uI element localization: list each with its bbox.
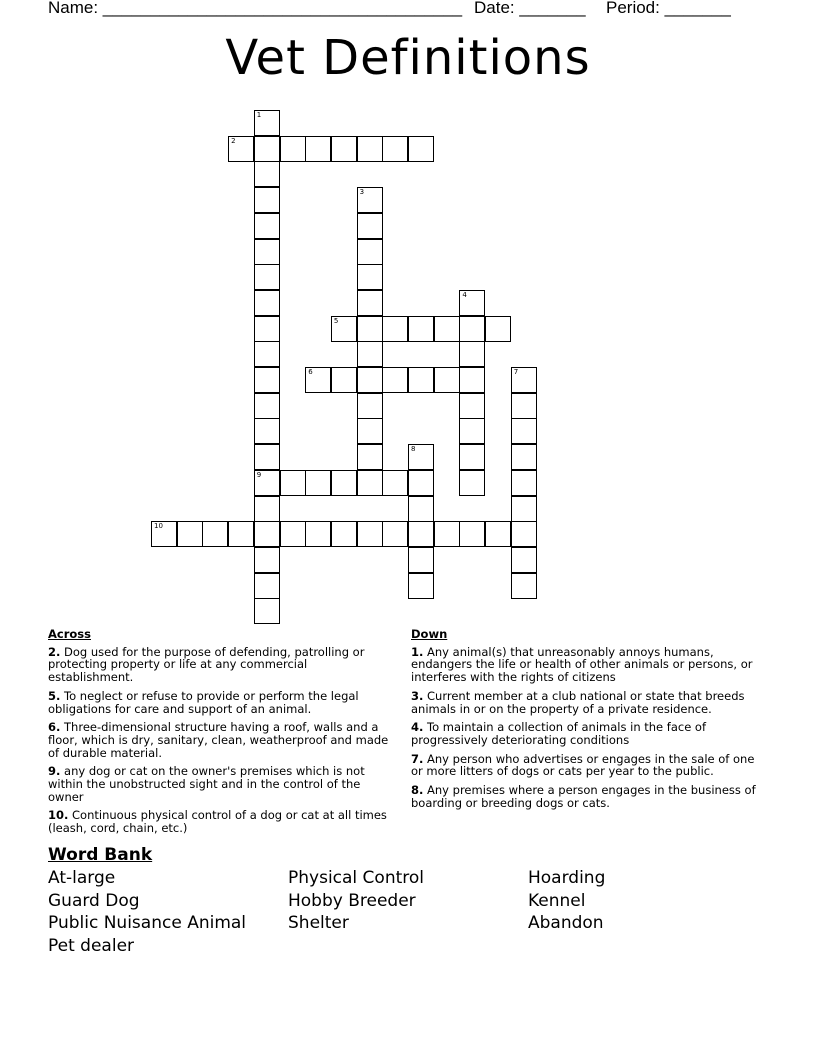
crossword-cell[interactable]: [382, 470, 408, 496]
crossword-cell[interactable]: [357, 367, 383, 393]
crossword-cell[interactable]: [202, 521, 228, 547]
crossword-cell[interactable]: [459, 470, 485, 496]
crossword-cell[interactable]: [357, 264, 383, 290]
period-field[interactable]: Period: _______: [606, 0, 731, 17]
crossword-cell[interactable]: [305, 521, 331, 547]
clue-down-8: 8. Any premises where a person engages in the business of boarding or breeding dogs or cats.: [411, 783, 756, 810]
word-bank-item: Public Nuisance Animal: [48, 913, 247, 933]
crossword-cell[interactable]: [254, 393, 280, 419]
across-heading: Across: [48, 627, 91, 641]
clue-across-10: 10. Continuous physical control of a dog or cat at all times (leash, cord, chain, etc.): [48, 808, 387, 836]
crossword-cell[interactable]: [305, 136, 331, 162]
crossword-cell[interactable]: [408, 470, 434, 496]
across-clues: [48, 628, 393, 841]
word-bank-item: At-large: [48, 868, 116, 888]
crossword-cell[interactable]: [254, 239, 280, 265]
crossword-cell[interactable]: [254, 213, 280, 239]
crossword-cell[interactable]: [254, 496, 280, 522]
down-clues: [411, 628, 766, 815]
crossword-cell[interactable]: [511, 393, 537, 419]
word-bank-item: Guard Dog: [48, 891, 140, 911]
crossword-cell[interactable]: [485, 316, 511, 342]
crossword-cell[interactable]: [357, 393, 383, 419]
crossword-cell[interactable]: [382, 316, 408, 342]
down-heading: Down: [411, 627, 448, 641]
clue-number-label: 2: [231, 136, 236, 145]
word-bank-item: Kennel: [528, 891, 586, 911]
clue-number-label: 9: [256, 470, 262, 479]
crossword-cell[interactable]: [511, 521, 537, 547]
word-bank-title: Word Bank: [48, 845, 153, 865]
word-bank-item: Pet dealer: [48, 936, 135, 956]
crossword-cell[interactable]: [511, 470, 537, 496]
crossword-cell[interactable]: [434, 316, 460, 342]
crossword-cell[interactable]: [254, 187, 280, 213]
clue-number-label: 3: [359, 188, 365, 197]
crossword-cell[interactable]: [254, 444, 280, 470]
crossword-cell[interactable]: [357, 316, 383, 342]
crossword-cell[interactable]: [254, 598, 280, 624]
clue-across-6: 6. Three-dimensional structure having a roof, walls and a floor, which is dry, sanitary, clean, weatherproof and made of durable material.: [48, 720, 389, 760]
crossword-cell[interactable]: [382, 521, 408, 547]
crossword-cell[interactable]: [408, 573, 434, 599]
crossword-cell[interactable]: [408, 547, 434, 573]
crossword-cell[interactable]: [408, 316, 434, 342]
crossword-cell[interactable]: [280, 136, 306, 162]
date-field[interactable]: Date: _______: [474, 0, 586, 17]
crossword-cell[interactable]: [254, 316, 280, 342]
crossword-cell[interactable]: [485, 521, 511, 547]
word-bank-item: Hoarding: [528, 868, 606, 888]
word-bank-item: Abandon: [528, 913, 604, 933]
crossword-cell[interactable]: [280, 521, 306, 547]
crossword-cell[interactable]: [254, 136, 280, 162]
clue-number-label: 4: [462, 290, 467, 299]
crossword-cell[interactable]: [434, 521, 460, 547]
crossword-cell[interactable]: [459, 316, 485, 342]
crossword-cell[interactable]: [357, 239, 383, 265]
word-bank-item: Hobby Breeder: [288, 891, 416, 911]
crossword-cell[interactable]: [459, 341, 485, 367]
clue-number-label: 7: [513, 368, 519, 376]
page-title: Vet Definitions: [225, 30, 591, 86]
crossword-cell[interactable]: [357, 136, 383, 162]
crossword-cell[interactable]: [408, 496, 434, 522]
crossword-cell[interactable]: [177, 521, 203, 547]
crossword-cell[interactable]: [357, 418, 383, 444]
crossword-cell[interactable]: [408, 367, 434, 393]
crossword-cell[interactable]: [382, 367, 408, 393]
crossword-cell[interactable]: [511, 444, 537, 470]
crossword-cell[interactable]: [305, 470, 331, 496]
clue-down-7: 7. Any person who advertises or engages in the sale of one or more litters of dogs or cats per year to the public.: [411, 751, 755, 779]
crossword-cell[interactable]: [331, 136, 357, 162]
clue-number-label: 6: [308, 368, 313, 376]
crossword-cell[interactable]: [254, 521, 280, 547]
crossword-cell[interactable]: [382, 136, 408, 162]
clue-number-label: 1: [256, 111, 262, 119]
crossword-cell[interactable]: [228, 521, 254, 547]
crossword-cell[interactable]: [408, 136, 434, 162]
crossword-cell[interactable]: [459, 521, 485, 547]
crossword-cell[interactable]: [254, 367, 280, 393]
clue-number-label: 10: [154, 522, 163, 531]
crossword-cell[interactable]: [511, 418, 537, 444]
word-bank-item: Shelter: [288, 913, 349, 933]
crossword-cell[interactable]: [459, 393, 485, 419]
clue-across-5: 5. To neglect or refuse to provide or perform the legal obligations for care and support of an animal.: [48, 688, 359, 716]
clue-across-2: 2. Dog used for the purpose of defending, patrolling or protecting property or life at any commercial establishment.: [48, 644, 365, 685]
clue-down-4: 4. To maintain a collection of animals in the face of progressively deteriorating conditions: [411, 720, 707, 747]
crossword-cell[interactable]: [280, 470, 306, 496]
crossword-cell[interactable]: [331, 521, 357, 547]
crossword-cell[interactable]: [511, 496, 537, 522]
name-field[interactable]: Name: ______________________________________: [48, 0, 463, 17]
crossword-cell[interactable]: [254, 547, 280, 573]
crossword-cell[interactable]: [254, 341, 280, 367]
clue-down-3: 3. Current member at a club national or state that breeds animals in or on the property of a private residence.: [411, 688, 745, 716]
clue-number-label: 5: [333, 316, 339, 325]
crossword-cell[interactable]: [434, 367, 460, 393]
crossword-cell[interactable]: [331, 470, 357, 496]
crossword-cell[interactable]: [357, 444, 383, 470]
crossword-cell[interactable]: [357, 341, 383, 367]
crossword-cell[interactable]: [511, 573, 537, 599]
clue-number-label: 8: [411, 445, 416, 454]
crossword-cell[interactable]: [357, 521, 383, 547]
crossword-cell[interactable]: [459, 444, 485, 470]
crossword-cell[interactable]: [408, 521, 434, 547]
crossword-cell[interactable]: [254, 264, 280, 290]
crossword-cell[interactable]: [254, 161, 280, 187]
clue-down-1: 1. Any animal(s) that unreasonably annoys humans, endangers the life or health of other animals or persons, or interferes with the rights of citizens: [411, 644, 753, 685]
crossword-cell[interactable]: [459, 367, 485, 393]
crossword-cell[interactable]: [357, 290, 383, 316]
crossword-cell[interactable]: [254, 418, 280, 444]
crossword-cell[interactable]: [254, 290, 280, 316]
crossword-cell[interactable]: [331, 367, 357, 393]
crossword-cell[interactable]: [459, 418, 485, 444]
crossword-cell[interactable]: [357, 213, 383, 239]
word-bank-item: Physical Control: [288, 868, 425, 888]
crossword-cell[interactable]: [511, 547, 537, 573]
crossword-cell[interactable]: [254, 573, 280, 599]
clue-across-9: 9. any dog or cat on the owner's premises which is not within the unobstructed sight and in the control of the owner: [48, 764, 365, 804]
crossword-cell[interactable]: [357, 470, 383, 496]
